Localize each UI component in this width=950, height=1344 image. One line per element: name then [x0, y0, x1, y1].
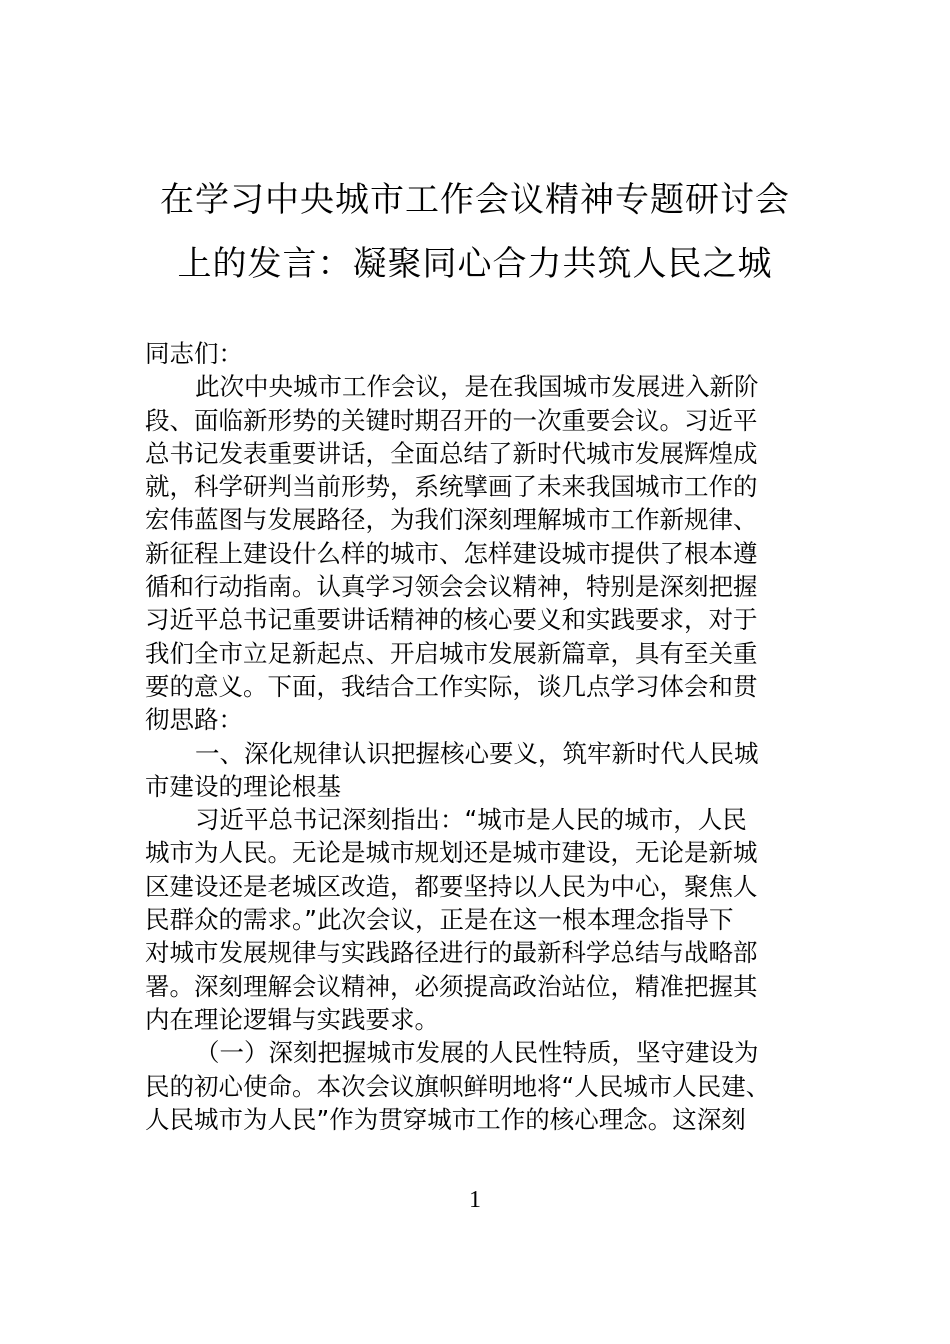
paragraph-line: 总书记发表重要讲话，全面总结了新时代城市发展辉煌成 — [145, 438, 758, 468]
document-body — [145, 337, 817, 1136]
paragraph-line: 人民城市为人民”作为贯穿城市工作的核心理念。这深刻 — [145, 1104, 746, 1134]
section-heading-line: 市建设的理论根基 — [145, 771, 341, 801]
paragraph-line: 我们全市立足新起点、开启城市发展新篇章，具有至关重 — [145, 638, 758, 668]
paragraph-line: 要的意义。下面，我结合工作实际，谈几点学习体会和贯 — [145, 671, 758, 701]
paragraph-line: 署。深刻理解会议精神，必须提高政治站位，精准把握其 — [145, 971, 758, 1001]
section-heading-line: 一、深化规律认识把握核心要义，筑牢新时代人民城 — [195, 738, 759, 768]
paragraph-line: 对城市发展规律与实践路径进行的最新科学总结与战略部 — [145, 938, 758, 968]
paragraph-line: 习近平总书记深刻指出：“城市是人民的城市，人民 — [195, 805, 747, 835]
paragraph-line: 循和行动指南。认真学习领会会议精神，特别是深刻把握 — [145, 572, 758, 602]
document-title — [120, 168, 830, 296]
paragraph-line: 民的初心使命。本次会议旗帜鲜明地将“人民城市人民建、 — [145, 1071, 771, 1101]
title-line-1: 在学习中央城市工作会议精神专题研讨会 — [160, 180, 790, 220]
page-number: 1 — [469, 1187, 481, 1213]
paragraph-line: 内在理论逻辑与实践要求。 — [145, 1004, 439, 1034]
paragraph-line: 城市为人民。无论是城市规划还是城市建设，无论是新城 — [145, 838, 758, 868]
paragraph-line: 此次中央城市工作会议，是在我国城市发展进入新阶 — [195, 372, 759, 402]
paragraph-line: 宏伟蓝图与发展路径，为我们深刻理解城市工作新规律、 — [145, 505, 758, 535]
paragraph-line: 彻思路： — [145, 705, 243, 735]
paragraph-line: 区建设还是老城区改造，都要坚持以人民为中心，聚焦人 — [145, 871, 758, 901]
paragraph-line: （一）深刻把握城市发展的人民性特质，坚守建设为 — [195, 1038, 759, 1068]
paragraph-line: 习近平总书记重要讲话精神的核心要义和实践要求，对于 — [145, 605, 758, 635]
salutation: 同志们： — [145, 339, 243, 368]
paragraph-line: 新征程上建设什么样的城市、怎样建设城市提供了根本遵 — [145, 538, 758, 568]
paragraph-line: 就，科学研判当前形势，系统擘画了未来我国城市工作的 — [145, 472, 758, 502]
title-line-2: 上的发言：凝聚同心合力共筑人民之城 — [177, 244, 773, 284]
paragraph-line: 段、面临新形势的关键时期召开的一次重要会议。习近平 — [145, 405, 758, 435]
paragraph-line: 民群众的需求。”此次会议，正是在这一根本理念指导下 — [145, 905, 734, 935]
